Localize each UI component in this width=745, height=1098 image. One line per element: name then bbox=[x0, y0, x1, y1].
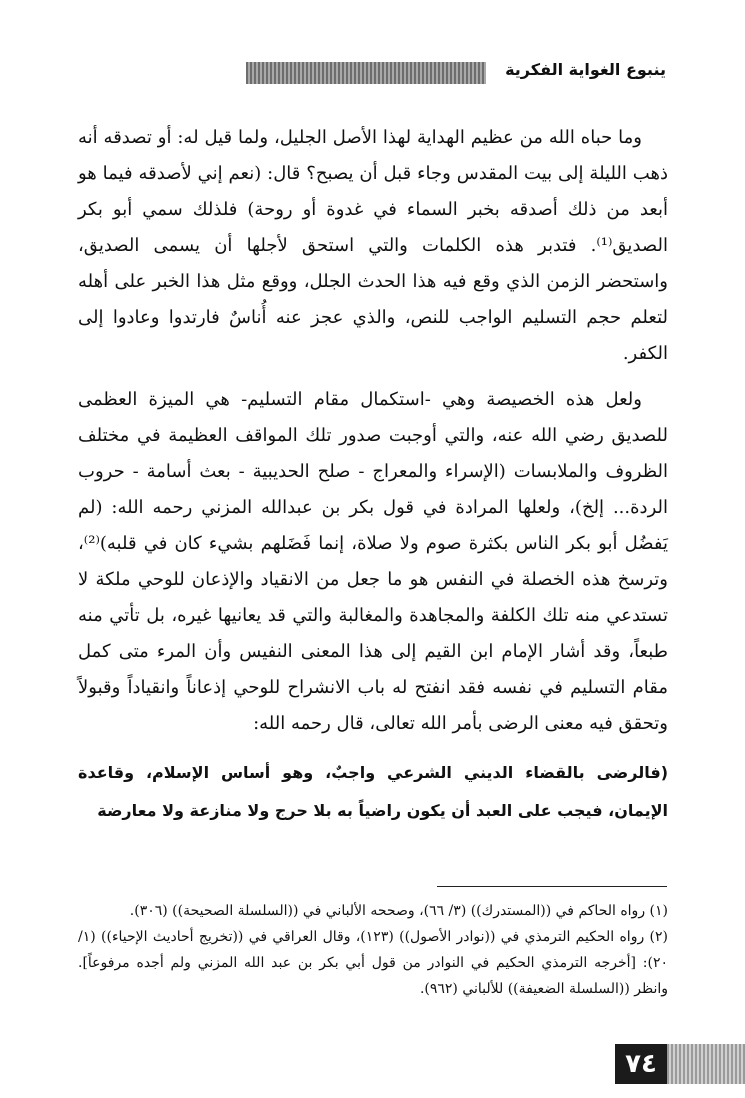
block-quote: (فالرضى بالقضاء الديني الشرعي واجبٌ، وهو أساس الإسلام، وقاعدة الإيمان، فيجب على العبد أن يكون راضياً به بلا حرج ولا منازعة ولا معارضة bbox=[78, 763, 668, 820]
page-number: ٧٤ bbox=[615, 1044, 667, 1084]
footnotes bbox=[78, 898, 668, 1002]
header-decorative-bar bbox=[246, 62, 486, 84]
running-header bbox=[246, 56, 666, 90]
paragraph: ولعل هذه الخصيصة وهي -استكمال مقام التسليم- هي الميزة العظمى للصديق رضي الله عنه، والتي أوجبت صدور تلك المواقف العظيمة في مختلف الظروف والملابسات (الإسراء والمعراج - صلح الحديبية - بعث أسامة - حروب الردة... إلخ)، ولعلها المرادة في قول بكر بن عبدالله المزني رحمه الله: (لم يَفضُل أبو بكر الناس بكثرة صوم ولا صلاة، إنما فَضَلهم بشيء كان في قلبه)⁽²⁾، وترسخ هذه الخصلة في النفس هو ما جعل من الانقياد والإذعان للوحي ملكة لا تستدعي منه تلك الكلفة والمجاهدة والمغالبة والتي قد يعانيها غيره، بل تأتي منه طبعاً، وقد أشار الإمام ابن القيم إلى هذا المعنى النفيس وأن المرء متى كمل مقام التسليم في نفسه فقد انفتح له باب الانشراح للوحي إذعاناً وانقياداً وقبولاً وتحقق فيه معنى الرضى بأمر الله تعالى، قال رحمه الله: bbox=[78, 389, 668, 734]
main-text bbox=[78, 120, 668, 830]
paragraph: وما حباه الله من عظيم الهداية لهذا الأصل الجليل، ولما قيل له: أو تصدقه أنه ذهب الليلة إلى بيت المقدس وجاء قبل أن يصبح؟ قال: (نعم إني لأصدقه فيما هو أبعد من ذلك أصدقه بخبر السماء في غدوة أو روحة) فلذلك سمي أبو بكر الصديق⁽¹⁾. فتدبر هذه الكلمات والتي استحق لأجلها أن يسمى الصديق، واستحضر الزمن الذي وقع فيه هذا الحدث الجلل، ووقع مثل هذا الخبر على أهله لتعلم حجم التسليم الواجب للنص، والذي عجز عنه أُناسٌ فارتدوا وعادوا إلى الكفر. bbox=[78, 127, 669, 364]
footnote: (١) رواه الحاكم في ((المستدرك)) (٣/ ٦٦)، وصححه الألباني في ((السلسلة الصحيحة)) (٣٠٦). bbox=[129, 903, 668, 919]
running-title: ينبوع الغواية الفكرية bbox=[505, 60, 666, 79]
page-number-decoration bbox=[667, 1044, 745, 1084]
footnote: (٢) رواه الحكيم الترمذي في ((نوادر الأصول)) (١٢٣)، وقال العراقي في ((تخريج أحاديث الإحياء)) (١/ ٢٠): [أخرجه الترمذي الحكيم في النوادر من قول أبي بكر بن عبد الله المزني ولم أجده مرفوعاً]. وانظر ((السلسلة الضعيفة)) للألباني (٩٦٢). bbox=[78, 929, 668, 997]
footnote-divider bbox=[437, 886, 667, 887]
